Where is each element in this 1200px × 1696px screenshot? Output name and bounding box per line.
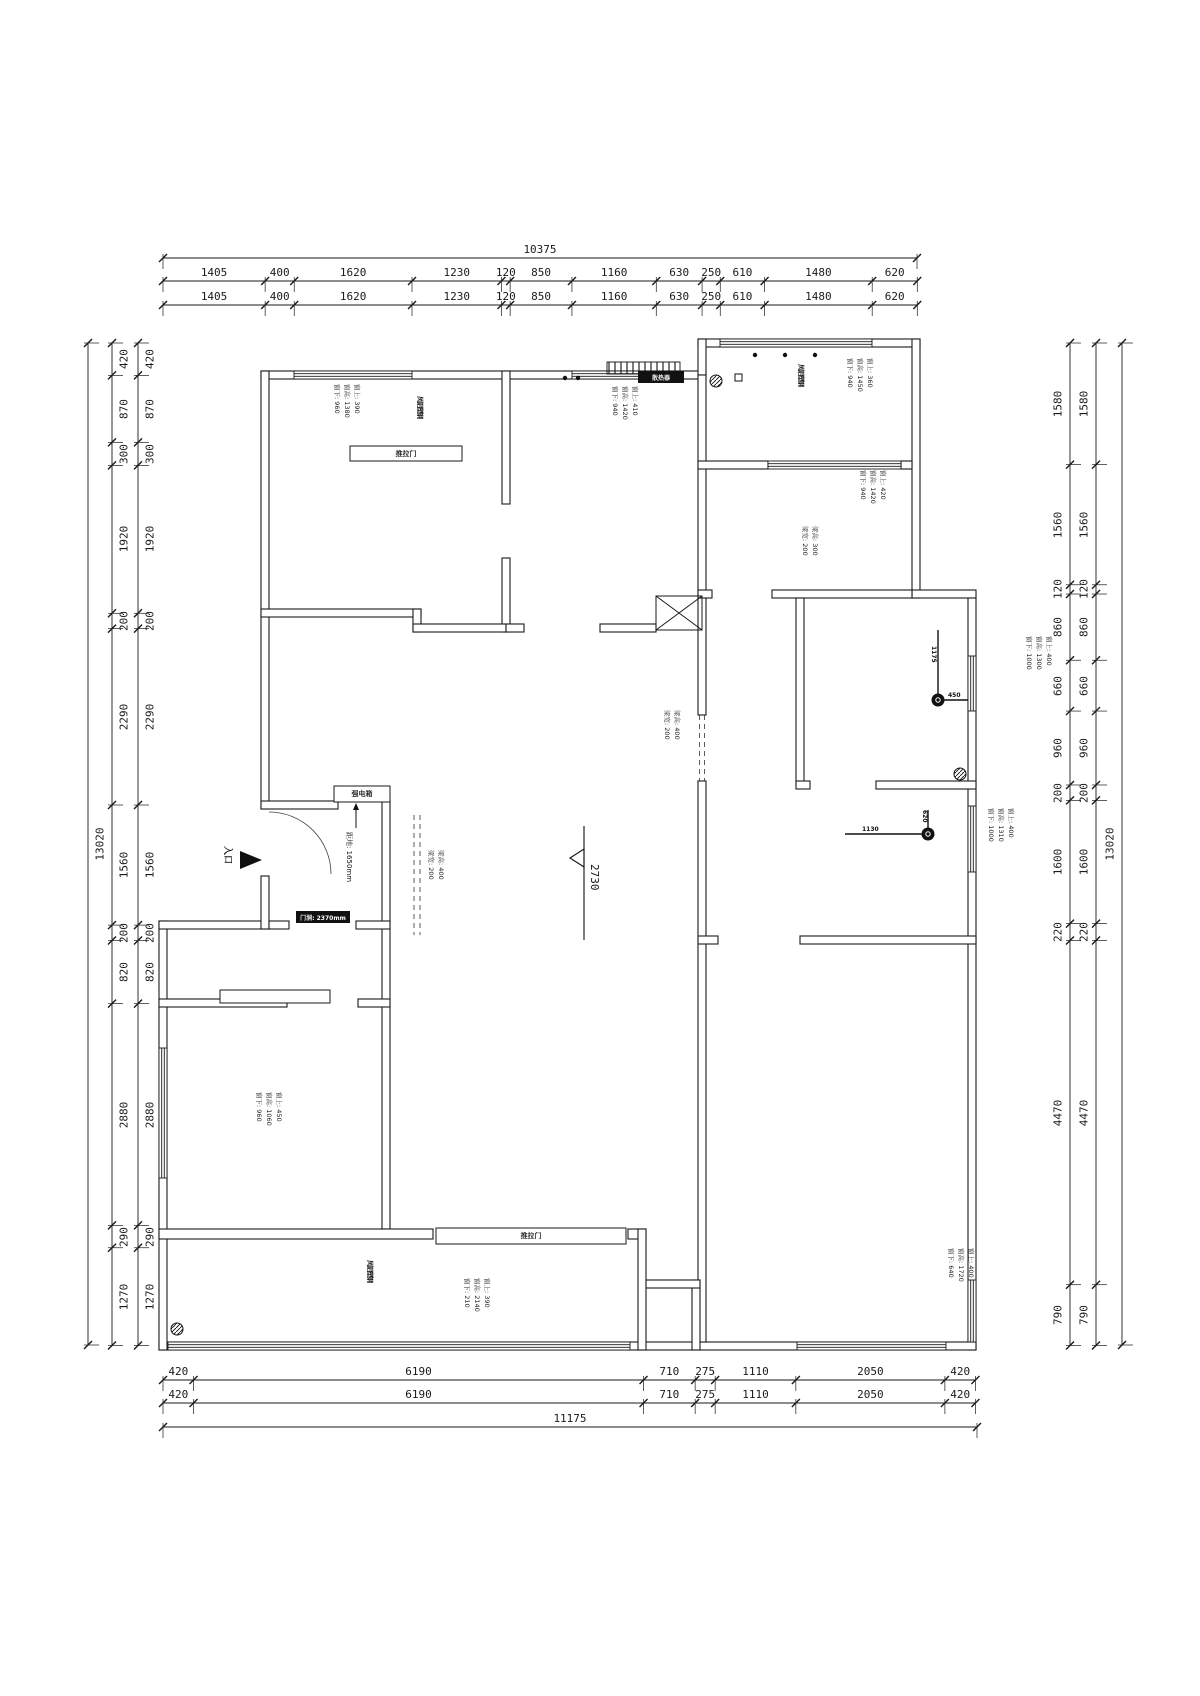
dim-label: 400 [269,266,290,279]
dim-label: 960 [1051,738,1065,758]
dim-label: 120 [1077,579,1091,600]
window-note-bottom-left: 窗上: 450 窗高: 1060 窗下: 960 [255,1092,284,1126]
dim-label: 200 [117,611,131,631]
dim-label: 420 [950,1365,971,1378]
floor-distance-label: 距地: 1650mm [345,832,353,883]
dim-label: 630 [669,266,690,279]
floor-drain-icons [171,375,966,1335]
dim-label: 1110 [742,1388,769,1401]
dim-label: 1160 [600,266,628,279]
dim-label: 6190 [405,1365,432,1378]
dim-label: 120 [495,266,516,279]
dim-label: 620 [884,290,905,303]
dim-label: 220 [1051,922,1065,942]
dim-label: 200 [1051,782,1065,803]
window-note-right-room: 窗上: 420 窗高: 1420 窗下: 940 [859,470,888,504]
dim-label: 420 [168,1365,189,1378]
dim-label: 200 [143,922,157,943]
dim-label: 4470 [1077,1099,1091,1126]
dim-label: 2290 [117,703,131,731]
dim-label: 275 [695,1388,716,1401]
window-symbols [159,339,976,1350]
pipe-riser-icons [845,630,968,841]
dim-label: 4470 [1051,1099,1065,1126]
beam-note-right-room: 梁高: 300 梁宽: 200 [801,526,820,556]
sliding-door-label-2: 推拉门 [520,1232,542,1240]
dim-label: 1560 [1051,511,1065,538]
dim-label: 6190 [405,1388,432,1401]
dim-label: 1920 [143,526,157,553]
dim-label: 220 [1077,922,1091,942]
dim-label: 870 [143,398,157,419]
walls [159,339,976,1350]
dim-label: 1270 [143,1283,157,1310]
dim-label: 275 [695,1365,716,1378]
dim-label: 420 [950,1388,971,1401]
dim-label: 1600 [1077,848,1091,876]
dim-label: 610 [732,290,753,303]
dim-label: 860 [1051,617,1065,638]
window-brand-label-1: 凤铝塑钢 [416,396,424,418]
dim-label: 620 [884,266,905,279]
dim-label: 1405 [200,266,228,279]
dim-label: 250 [701,290,722,303]
dim-label: 300 [117,443,131,464]
electric-box-label: 强电箱 [351,790,373,798]
dim-label: 660 [1051,675,1065,696]
level-value-label: 2730 [588,864,601,891]
dim-label: 420 [143,349,157,370]
dim-label: 1620 [339,290,367,303]
radiator-label: 散热器 [638,371,684,383]
window-note-balcony: 窗上: 390 窗高: 2140 窗下: 210 [463,1278,492,1312]
junction-box-symbol [735,374,742,381]
dim-label: 1560 [117,851,131,879]
dim-label: 1270 [117,1283,131,1310]
door-opening-label: 门洞: 2370mm [296,911,350,923]
pipe-riser-label-2: 1130 [862,826,879,833]
dim-label: 1920 [117,526,131,553]
dim-label: 1160 [600,290,628,303]
window-note-top-right: 窗上: 360 窗高: 1450 窗下: 940 [846,358,875,392]
dim-label: 790 [1051,1305,1065,1326]
window-brand-label-3: 凤铝塑钢 [366,1260,374,1282]
dim-label: 1560 [143,851,157,879]
window-note-upper-left: 窗上: 390 窗高: 1380 窗下: 960 [333,384,362,418]
dim-label: 120 [495,290,516,303]
beam-dashed-lines [414,715,705,935]
dim-label: 1110 [742,1365,769,1378]
dim-label: 11175 [553,1412,587,1425]
dim-label: 2050 [857,1388,884,1401]
beam-note-left: 梁高: 400 梁宽: 200 [427,850,446,880]
dim-label: 420 [117,349,131,370]
dim-label: 400 [269,290,290,303]
window-note-bottom-right: 窗上: 400 窗高: 1720 窗下: 640 [947,1248,976,1282]
entrance-arrow-icon [240,851,262,869]
dim-label: 2290 [143,703,157,731]
dim-label: 710 [659,1365,680,1378]
entrance-label: 入口 [222,846,232,865]
dim-label: 850 [531,266,551,279]
dim-label: 710 [659,1388,680,1401]
dim-label: 13020 [93,827,107,861]
dim-label: 850 [531,290,551,303]
dim-label: 420 [168,1388,189,1401]
dim-label: 200 [117,922,131,943]
entry-door-arc [269,812,331,874]
dim-label: 300 [143,443,157,464]
dim-label: 820 [117,962,131,983]
dim-label: 860 [1077,617,1091,638]
dim-label: 2880 [143,1101,157,1128]
window-note-top-middle: 窗上: 410 窗高: 1420 窗下: 940 [611,386,640,420]
dim-label: 1620 [339,266,367,279]
dim-label: 290 [117,1226,131,1247]
sliding-door-label-1: 推拉门 [395,449,417,458]
dim-label: 290 [143,1226,157,1247]
dim-label: 660 [1077,675,1091,696]
beam-note-center: 梁高: 400 梁宽: 200 [663,710,682,740]
dim-label: 1600 [1051,848,1065,876]
window-note-right-lower: 窗上: 400 窗高: 1310 窗下: 1000 [987,808,1016,842]
dim-label: 960 [1077,738,1091,758]
dim-label: 1480 [805,266,832,279]
dim-label: 13020 [1103,827,1117,861]
dim-label: 1580 [1077,390,1091,418]
dim-label: 630 [669,290,690,303]
pipe-riser-label-1: 1175 [930,646,937,663]
dim-label: 2880 [117,1101,131,1128]
elec-box-arrowhead [353,803,359,810]
dim-label: 1480 [805,290,832,303]
dim-label: 200 [1077,782,1091,803]
pipe-offset-label-1: 450 [948,692,961,699]
dim-label: 790 [1077,1305,1091,1326]
level-mark-icon [570,826,584,940]
dim-label: 200 [143,611,157,631]
dim-label: 1230 [443,290,470,303]
dim-label: 870 [117,398,131,419]
dim-label: 10375 [523,243,557,256]
dim-label: 120 [1051,579,1065,600]
dim-label: 1560 [1077,511,1091,538]
dim-label: 1580 [1051,390,1065,418]
window-brand-label-2: 凤铝塑钢 [797,364,805,386]
flue-shaft-symbol [656,596,702,630]
dim-label: 1230 [443,266,470,279]
window-note-right-upper: 窗上: 400 窗高: 1300 窗下: 1000 [1025,636,1054,670]
dim-label: 1405 [200,290,228,303]
dim-label: 820 [143,962,157,983]
dim-label: 2050 [857,1365,884,1378]
dim-label: 610 [732,266,753,279]
pipe-offset-label-2: 620 [921,810,928,823]
dim-label: 250 [701,266,722,279]
